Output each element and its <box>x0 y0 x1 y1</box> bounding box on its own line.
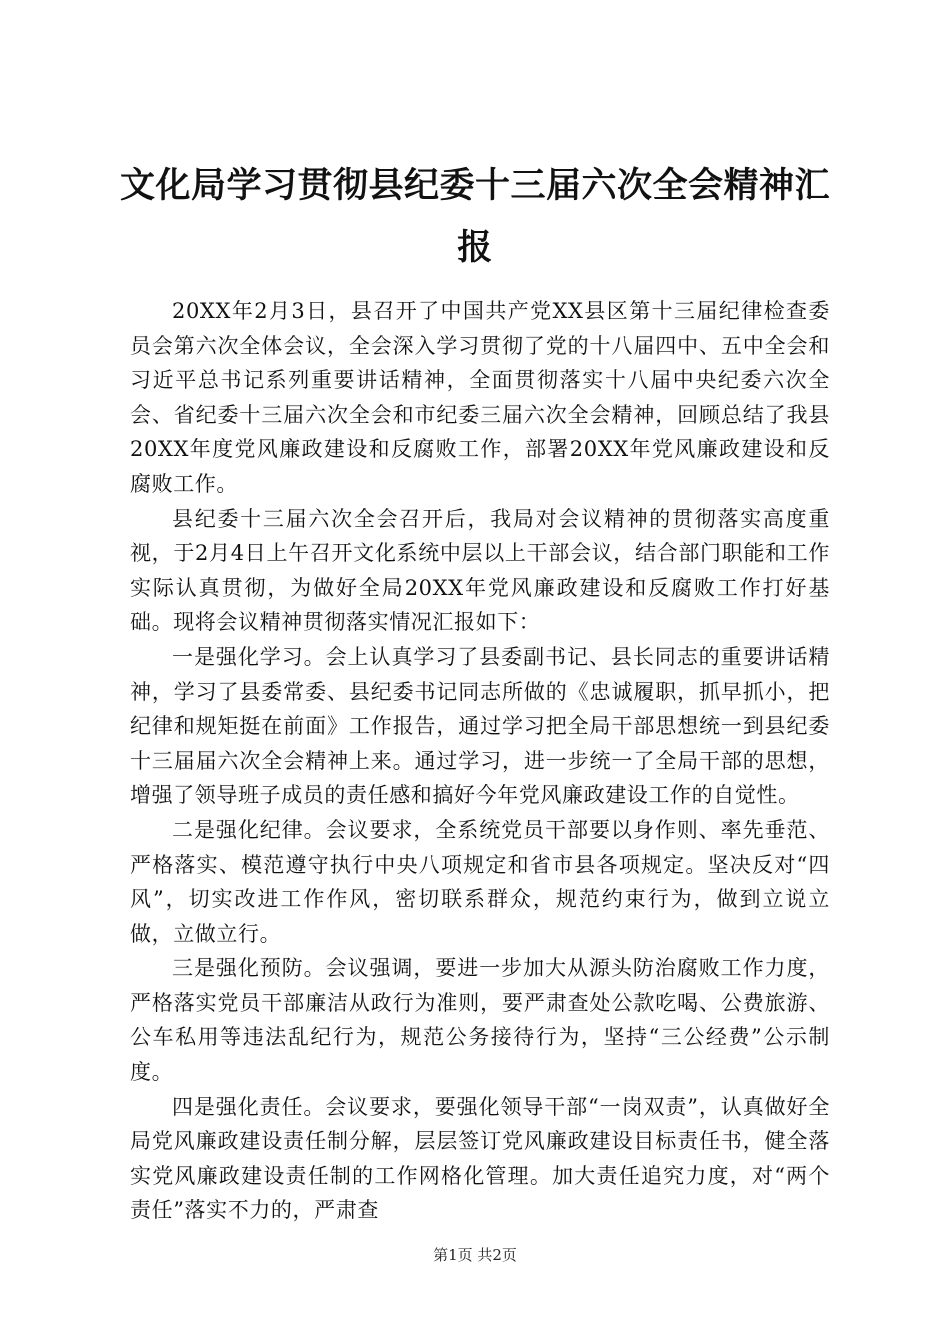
document-body <box>130 294 830 1228</box>
paragraph: 四是强化责任。会议要求，要强化领导干部“一岗双责”，认真做好全局党风廉政建设责任制分解，层层签订党风廉政建设目标责任书，健全落实党风廉政建设责任制的工作网格化管理。加大责任追究力度，对“两个责任”落实不力的，严肃查 <box>130 1094 830 1223</box>
paragraph: 县纪委十三届六次全会召开后，我局对会议精神的贯彻落实高度重视，于2月4日上午召开文化系统中层以上干部会议，结合部门职能和工作实际认真贯彻，为做好全局20XX年党风廉政建设和反腐败工作打好基础。现将会议精神贯彻落实情况汇报如下： <box>130 506 830 635</box>
paragraph: 二是强化纪律。会议要求，全系统党员干部要以身作则、率先垂范、严格落实、模范遵守执行中央八项规定和省市县各项规定。坚决反对“四风”，切实改进工作作风，密切联系群众，规范约束行为，做到立说立做，立做立行。 <box>130 817 830 946</box>
page-number-footer: 第1页 共2页 <box>433 1246 517 1264</box>
document-title: 文化局学习贯彻县纪委十三届六次全会精神汇报 <box>120 165 831 268</box>
paragraph: 20XX年2月3日，县召开了中国共产党XX县区第十三届纪律检查委员会第六次全体会议，全会深入学习贯彻了党的十八届四中、五中全会和习近平总书记系列重要讲话精神，全面贯彻落实十八届中央纪委六次全会、省纪委十三届六次全会和市纪委三届六次全会精神，回顾总结了我县20XX年度党风廉政建设和反腐败工作，部署20XX年党风廉政建设和反腐败工作。 <box>130 299 830 496</box>
paragraph: 一是强化学习。会上认真学习了县委副书记、县长同志的重要讲话精神，学习了县委常委、县纪委书记同志所做的《忠诚履职，抓早抓小，把纪律和规矩挺在前面》工作报告，通过学习把全局干部思想统一到县纪委十三届届六次全会精神上来。通过学习，进一步统一了全局干部的思想，增强了领导班子成员的责任感和搞好今年党风廉政建设工作的自觉性。 <box>130 644 830 808</box>
paragraph: 三是强化预防。会议强调，要进一步加大从源头防治腐败工作力度，严格落实党员干部廉洁从政行为准则，要严肃查处公款吃喝、公费旅游、公车私用等违法乱纪行为，规范公务接待行为，坚持“三公经费”公示制度。 <box>130 956 830 1085</box>
